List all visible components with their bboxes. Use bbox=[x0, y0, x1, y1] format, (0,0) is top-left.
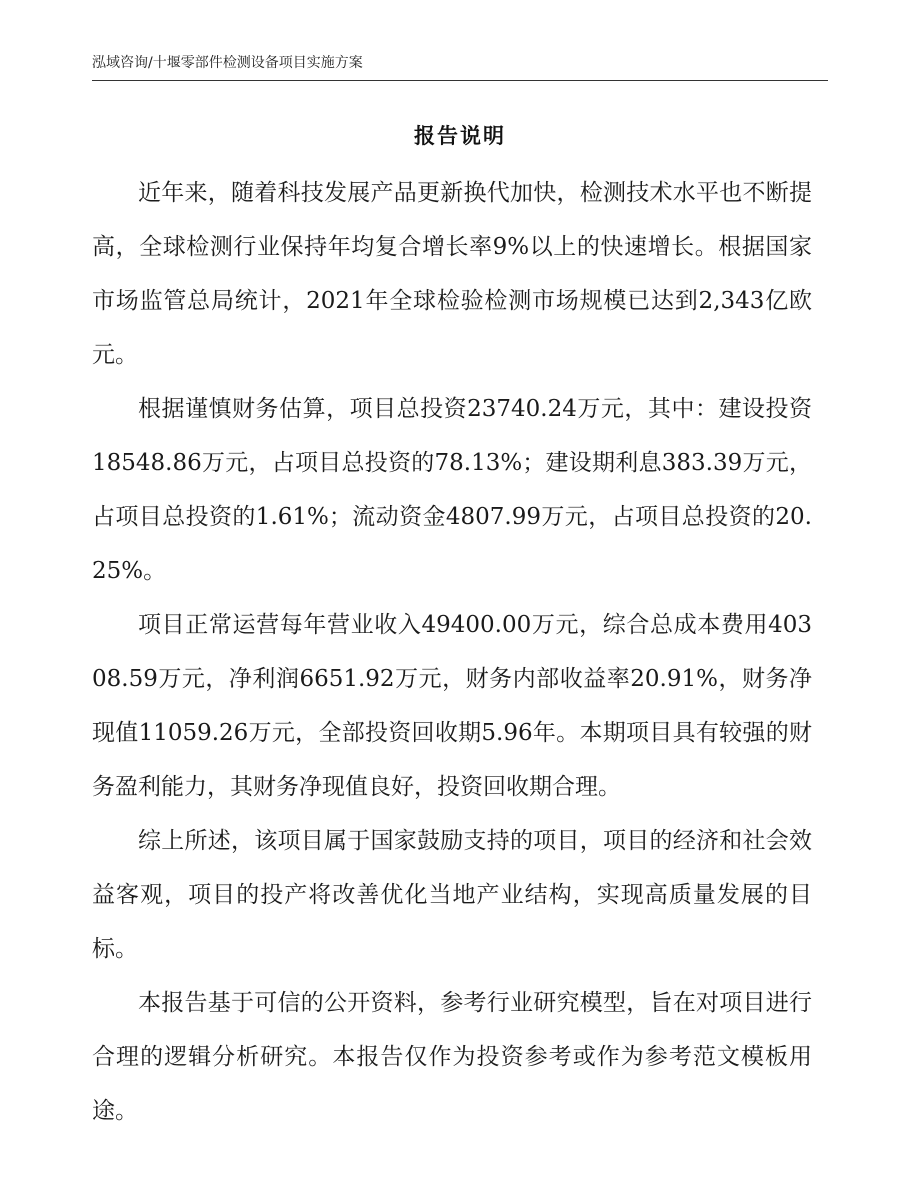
report-body bbox=[92, 166, 812, 1138]
paragraph-industry-background: 近年来，随着科技发展产品更新换代加快，检测技术水平也不断提高，全球检测行业保持年均复合增长率9%以上的快速增长。根据国家市场监管总局统计，2021年全球检验检测市场规模已达到2,343亿欧元。 bbox=[92, 180, 812, 368]
paragraph-conclusion: 综上所述，该项目属于国家鼓励支持的项目，项目的经济和社会效益客观，项目的投产将改善优化当地产业结构，实现高质量发展的目标。 bbox=[92, 828, 812, 962]
paragraph-financial-returns: 项目正常运营每年营业收入49400.00万元，综合总成本费用40308.59万元，净利润6651.92万元，财务内部收益率20.91%，财务净现值11059.26万元，全部投资回收期5.96年。本期项目具有较强的财务盈利能力，其财务净现值良好，投资回收期合理。 bbox=[92, 612, 812, 800]
running-header: 泓域咨询/十堰零部件检测设备项目实施方案 bbox=[92, 52, 828, 81]
page-title: 报告说明 bbox=[414, 124, 506, 148]
paragraph-investment-estimate: 根据谨慎财务估算，项目总投资23740.24万元，其中：建设投资18548.86万元，占项目总投资的78.13%；建设期利息383.39万元，占项目总投资的1.61%；流动资金4807.99万元，占项目总投资的20.25%。 bbox=[92, 396, 812, 584]
paragraph-disclaimer: 本报告基于可信的公开资料，参考行业研究模型，旨在对项目进行合理的逻辑分析研究。本报告仅作为投资参考或作为参考范文模板用途。 bbox=[92, 990, 812, 1124]
